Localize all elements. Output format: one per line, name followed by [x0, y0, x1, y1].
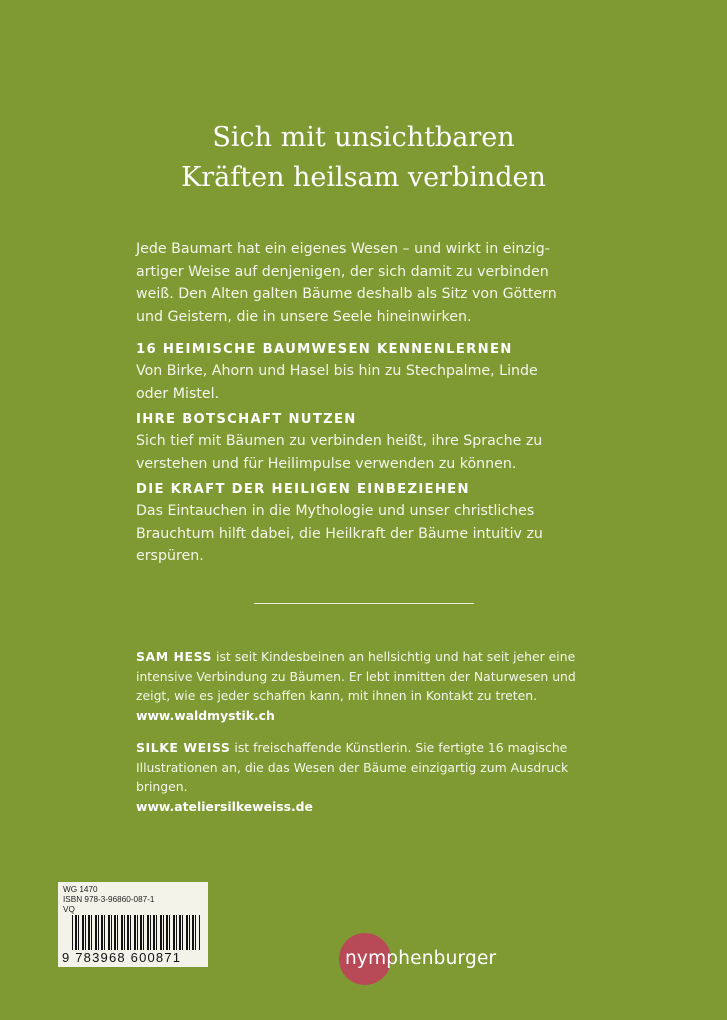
- bio-line: Illustrationen an, die das Wesen der Bäume einzigartig zum Ausdruck: [136, 759, 569, 775]
- section-heading: IHRE BOTSCHAFT NUTZEN: [136, 412, 357, 427]
- headline: [0, 118, 727, 198]
- bio-line: zeigt, wie es jeder schaffen kann, mit ihnen in Kontakt zu treten.: [136, 688, 538, 703]
- section-heading: DIE KRAFT DER HEILIGEN EINBEZIEHEN: [136, 482, 470, 497]
- bio-silke-weiss: [136, 738, 606, 816]
- barcode-code: VQ: [63, 905, 75, 914]
- intro-line: weiß. Den Alten galten Bäume deshalb als Sitz von Göttern: [136, 286, 557, 302]
- barcode-number: 9 783968 600871: [62, 950, 182, 965]
- section-heading: 16 HEIMISCHE BAUMWESEN KENNENLERNEN: [136, 342, 513, 357]
- bio-name: SILKE WEISS: [136, 740, 231, 755]
- section-botschaft: [136, 410, 606, 475]
- section-line: oder Mistel.: [136, 385, 220, 402]
- publisher-logo: [339, 933, 519, 985]
- section-line: Brauchtum hilft dabei, die Heilkraft der Bäume intuitiv zu: [136, 525, 543, 542]
- bio-line: intensive Verbindung zu Bäumen. Er lebt inmitten der Naturwesen und: [136, 668, 576, 684]
- bio-name: SAM HESS: [136, 649, 213, 664]
- barcode-isbn: ISBN 978-3-96860-087-1: [63, 895, 155, 904]
- section-line: verstehen und für Heilimpulse verwenden zu können.: [136, 455, 517, 472]
- intro-paragraph: [136, 238, 596, 328]
- bio-text: ist seit Kindesbeinen an hellsichtig und hat seit jeher eine: [212, 649, 576, 664]
- section-heiligen: [136, 480, 606, 568]
- barcode-label: [58, 882, 208, 967]
- bio-sam-hess: [136, 647, 606, 725]
- headline-line-1: Sich mit unsichtbaren: [212, 122, 515, 153]
- section-line: erspüren.: [136, 548, 204, 564]
- section-baumwesen: [136, 340, 606, 405]
- section-line: Sich tief mit Bäumen zu verbinden heißt, ihre Sprache zu: [136, 433, 543, 449]
- intro-line: und Geistern, die in unsere Seele hineinwirken.: [136, 308, 472, 325]
- divider: [254, 603, 474, 604]
- section-text: [136, 430, 606, 475]
- section-text: [136, 500, 606, 568]
- headline-line-2: Kräften heilsam verbinden: [181, 162, 546, 193]
- bio-line: bringen.: [136, 779, 188, 794]
- bio-text: ist freischaffende Künstlerin. Sie fertigte 16 magische: [230, 740, 568, 755]
- barcode-wg: WG 1470: [63, 885, 98, 894]
- publisher-name: nymphenburger: [345, 948, 497, 969]
- section-line: Von Birke, Ahorn und Hasel bis hin zu Stechpalme, Linde: [136, 363, 538, 379]
- barcode-icon: [72, 915, 200, 950]
- intro-line: artiger Weise auf denjenigen, der sich damit zu verbinden: [136, 263, 549, 280]
- intro-line: Jede Baumart hat ein eigenes Wesen – und wirkt in einzig-: [136, 241, 550, 257]
- bio-website-link[interactable]: www.ateliersilkeweiss.de: [136, 798, 313, 814]
- bio-line: [136, 738, 606, 758]
- section-text: [136, 360, 606, 405]
- section-line: Das Eintauchen in die Mythologie und unser christliches: [136, 503, 535, 519]
- bio-line: [136, 647, 606, 667]
- bio-website-link[interactable]: www.waldmystik.ch: [136, 707, 275, 723]
